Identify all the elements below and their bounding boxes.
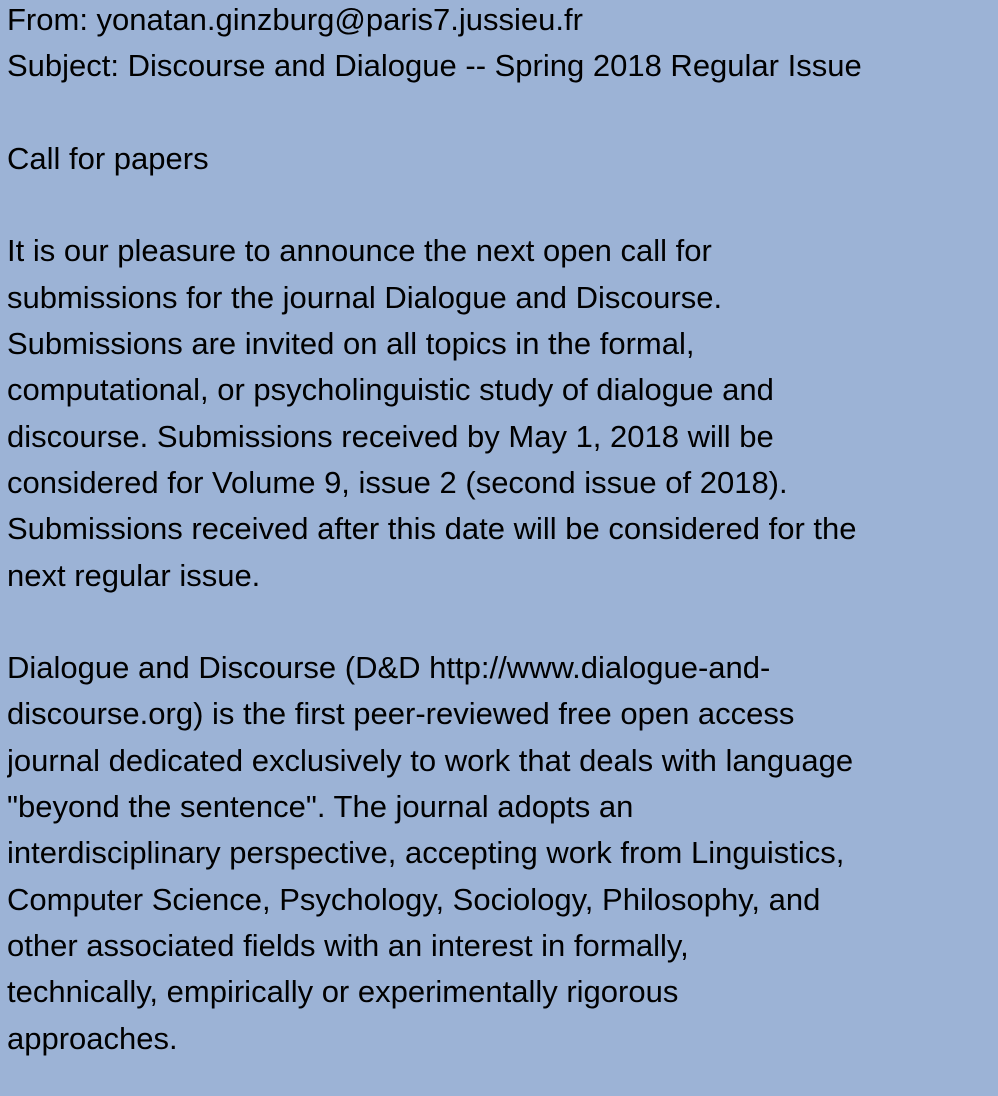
paragraph-line: considered for Volume 9, issue 2 (second issue of 2018). [7, 464, 788, 500]
blank-line [7, 90, 998, 136]
paragraph-line: discourse. Submissions received by May 1, 2018 will be [7, 418, 774, 454]
email-header [7, 0, 998, 90]
paragraph-line: other associated fields with an interest in formally, [7, 927, 689, 963]
paragraph-line-with-link[interactable]: discourse.org) is the first peer-reviewed free open access [7, 696, 795, 732]
paragraph-line: interdisciplinary perspective, accepting work from Linguistics, [7, 835, 845, 871]
paragraph-line: Computer Science, Psychology, Sociology, Philosophy, and [7, 881, 821, 917]
call-heading: Call for papers [7, 140, 209, 176]
subject-line: Subject: Discourse and Dialogue -- Spring 2018 Regular Issue [7, 48, 862, 84]
paragraph-line: journal dedicated exclusively to work that deals with language [7, 742, 854, 778]
paragraph-line-with-link[interactable]: Dialogue and Discourse (D&D http://www.dialogue-and- [7, 650, 771, 686]
blank-line [7, 599, 998, 645]
paragraph-journal-description [7, 645, 998, 1062]
paragraph-line: Submissions are invited on all topics in the formal, [7, 326, 695, 362]
paragraph-line: It is our pleasure to announce the next open call for [7, 233, 712, 269]
paragraph-line: "beyond the sentence". The journal adopts an [7, 789, 634, 825]
paragraph-line: technically, empirically or experimentally rigorous [7, 974, 679, 1010]
paragraph-line: approaches. [7, 1020, 178, 1056]
paragraph-line: next regular issue. [7, 557, 261, 593]
from-line[interactable]: From: yonatan.ginzburg@paris7.jussieu.fr [7, 2, 583, 37]
paragraph-line: submissions for the journal Dialogue and Discourse. [7, 279, 723, 315]
blank-line [7, 182, 998, 228]
paragraph-announcement [7, 228, 998, 598]
paragraph-line: Submissions received after this date will be considered for the [7, 511, 857, 547]
paragraph-line: computational, or psycholinguistic study of dialogue and [7, 372, 774, 408]
